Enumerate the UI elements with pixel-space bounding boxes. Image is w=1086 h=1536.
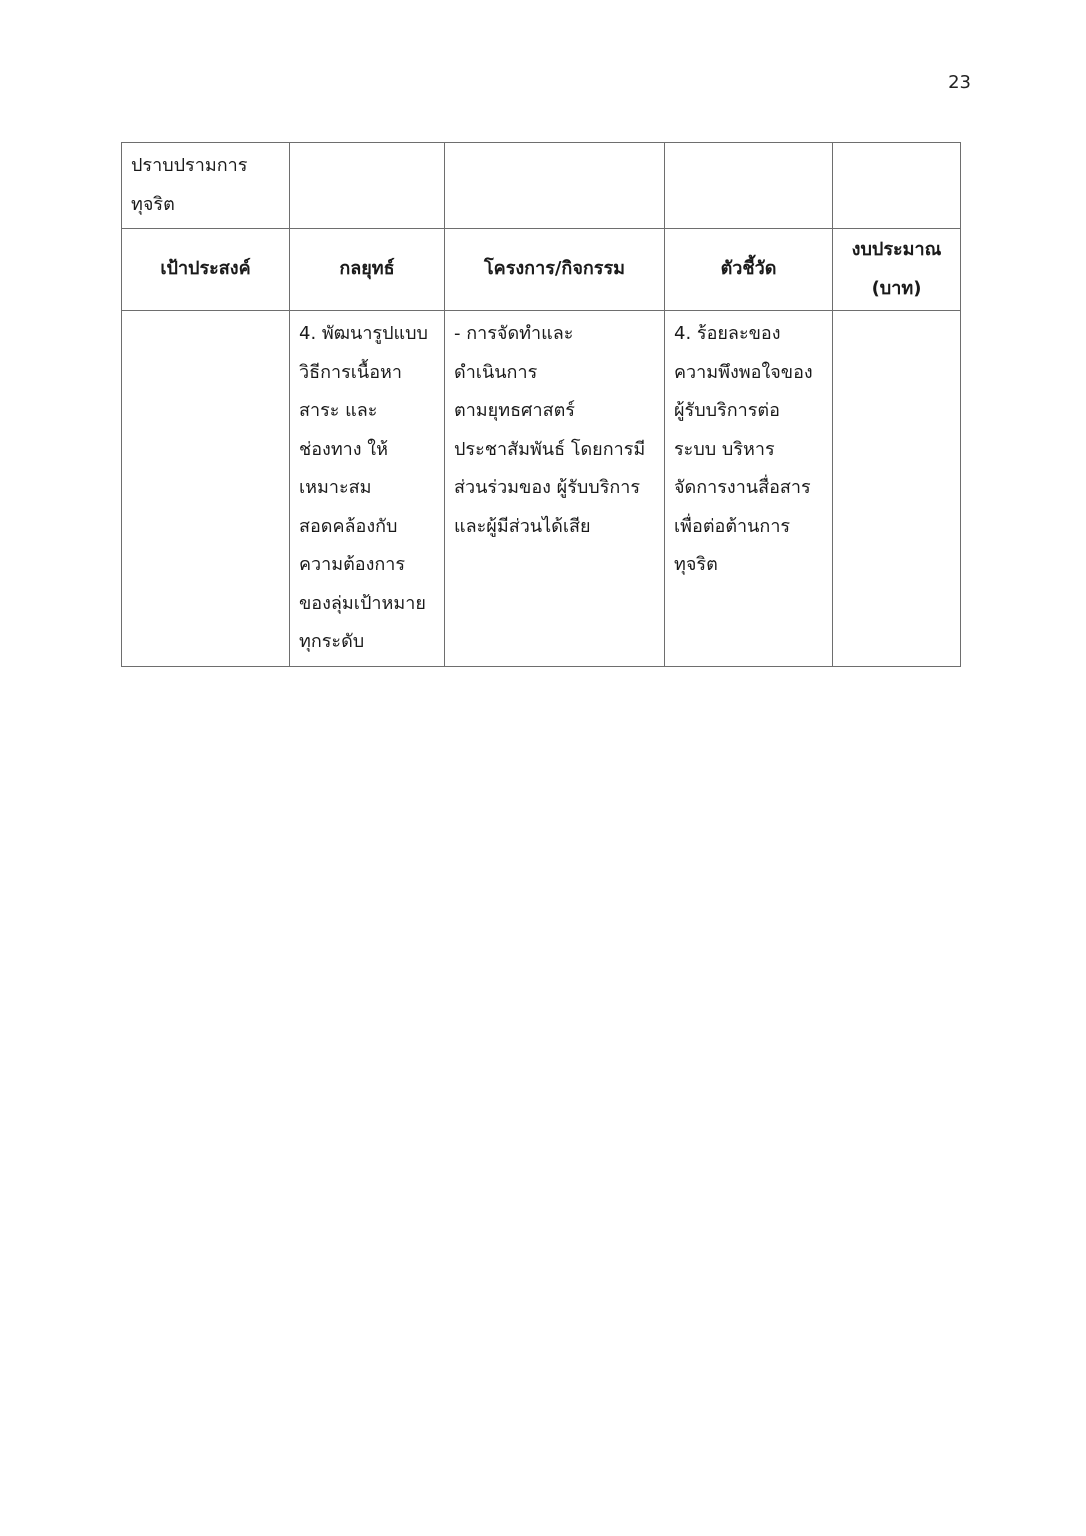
objective-cell <box>122 311 290 667</box>
indicator-line: เพื่อต่อต้านการ <box>674 515 791 537</box>
strategy-line: 4. พัฒนารูปแบบ <box>299 323 428 344</box>
indicator-line: ผู้รับบริการต่อ <box>674 400 780 421</box>
continued-objective-cell <box>122 143 290 229</box>
strategy-line: ของลุ่มเป้าหมาย <box>299 592 426 614</box>
strategy-line: ช่องทาง ให้ <box>299 438 388 460</box>
continued-objective-line: ทุจริต <box>131 193 175 215</box>
project-line: - การจัดทำและ <box>454 323 574 344</box>
indicator-line: ระบบ บริหาร <box>674 438 775 460</box>
project-line: ส่วนร่วมของ ผู้รับบริการ <box>454 477 641 498</box>
budget-cell <box>833 311 961 667</box>
continued-indicator-cell <box>665 143 833 229</box>
strategy-line: สาระ และ <box>299 400 378 421</box>
indicator-cell <box>665 311 833 667</box>
project-line: ดำเนินการ <box>454 361 538 383</box>
page-number: 23 <box>948 72 971 93</box>
strategy-line: เหมาะสม <box>299 477 372 498</box>
project-line: ตามยุทธศาสตร์ <box>454 400 575 421</box>
strategy-line: วิธีการเนื้อหา <box>299 361 403 383</box>
project-line: และผู้มีส่วนได้เสีย <box>454 515 591 537</box>
table-row <box>122 311 961 667</box>
continued-budget-cell <box>833 143 961 229</box>
strategy-table <box>121 142 961 667</box>
continued-project-cell <box>445 143 665 229</box>
indicator-line: ทุจริต <box>674 554 718 575</box>
strategy-line: ทุกระดับ <box>299 631 365 652</box>
indicator-line: จัดการงานสื่อสาร <box>674 477 811 498</box>
indicator-line: ความพึงพอใจของ <box>674 361 813 383</box>
header-budget-line: (บาท) <box>871 277 922 299</box>
header-strategy: กลยุทธ์ <box>290 229 445 311</box>
header-indicator: ตัวชี้วัด <box>665 229 833 311</box>
strategy-cell <box>290 311 445 667</box>
continued-row <box>122 143 961 229</box>
header-objective: เป้าประสงค์ <box>122 229 290 311</box>
project-cell <box>445 311 665 667</box>
header-project: โครงการ/กิจกรรม <box>445 229 665 311</box>
continued-objective-line: ปราบปรามการ <box>131 155 248 176</box>
header-budget <box>833 229 961 311</box>
indicator-line: 4. ร้อยละของ <box>674 323 781 344</box>
continued-strategy-cell <box>290 143 445 229</box>
project-line: ประชาสัมพันธ์ โดยการมี <box>454 438 646 460</box>
header-row <box>122 229 961 311</box>
header-budget-line: งบประมาณ <box>851 239 942 260</box>
strategy-line: สอดคล้องกับ <box>299 515 398 537</box>
strategy-line: ความต้องการ <box>299 554 406 575</box>
